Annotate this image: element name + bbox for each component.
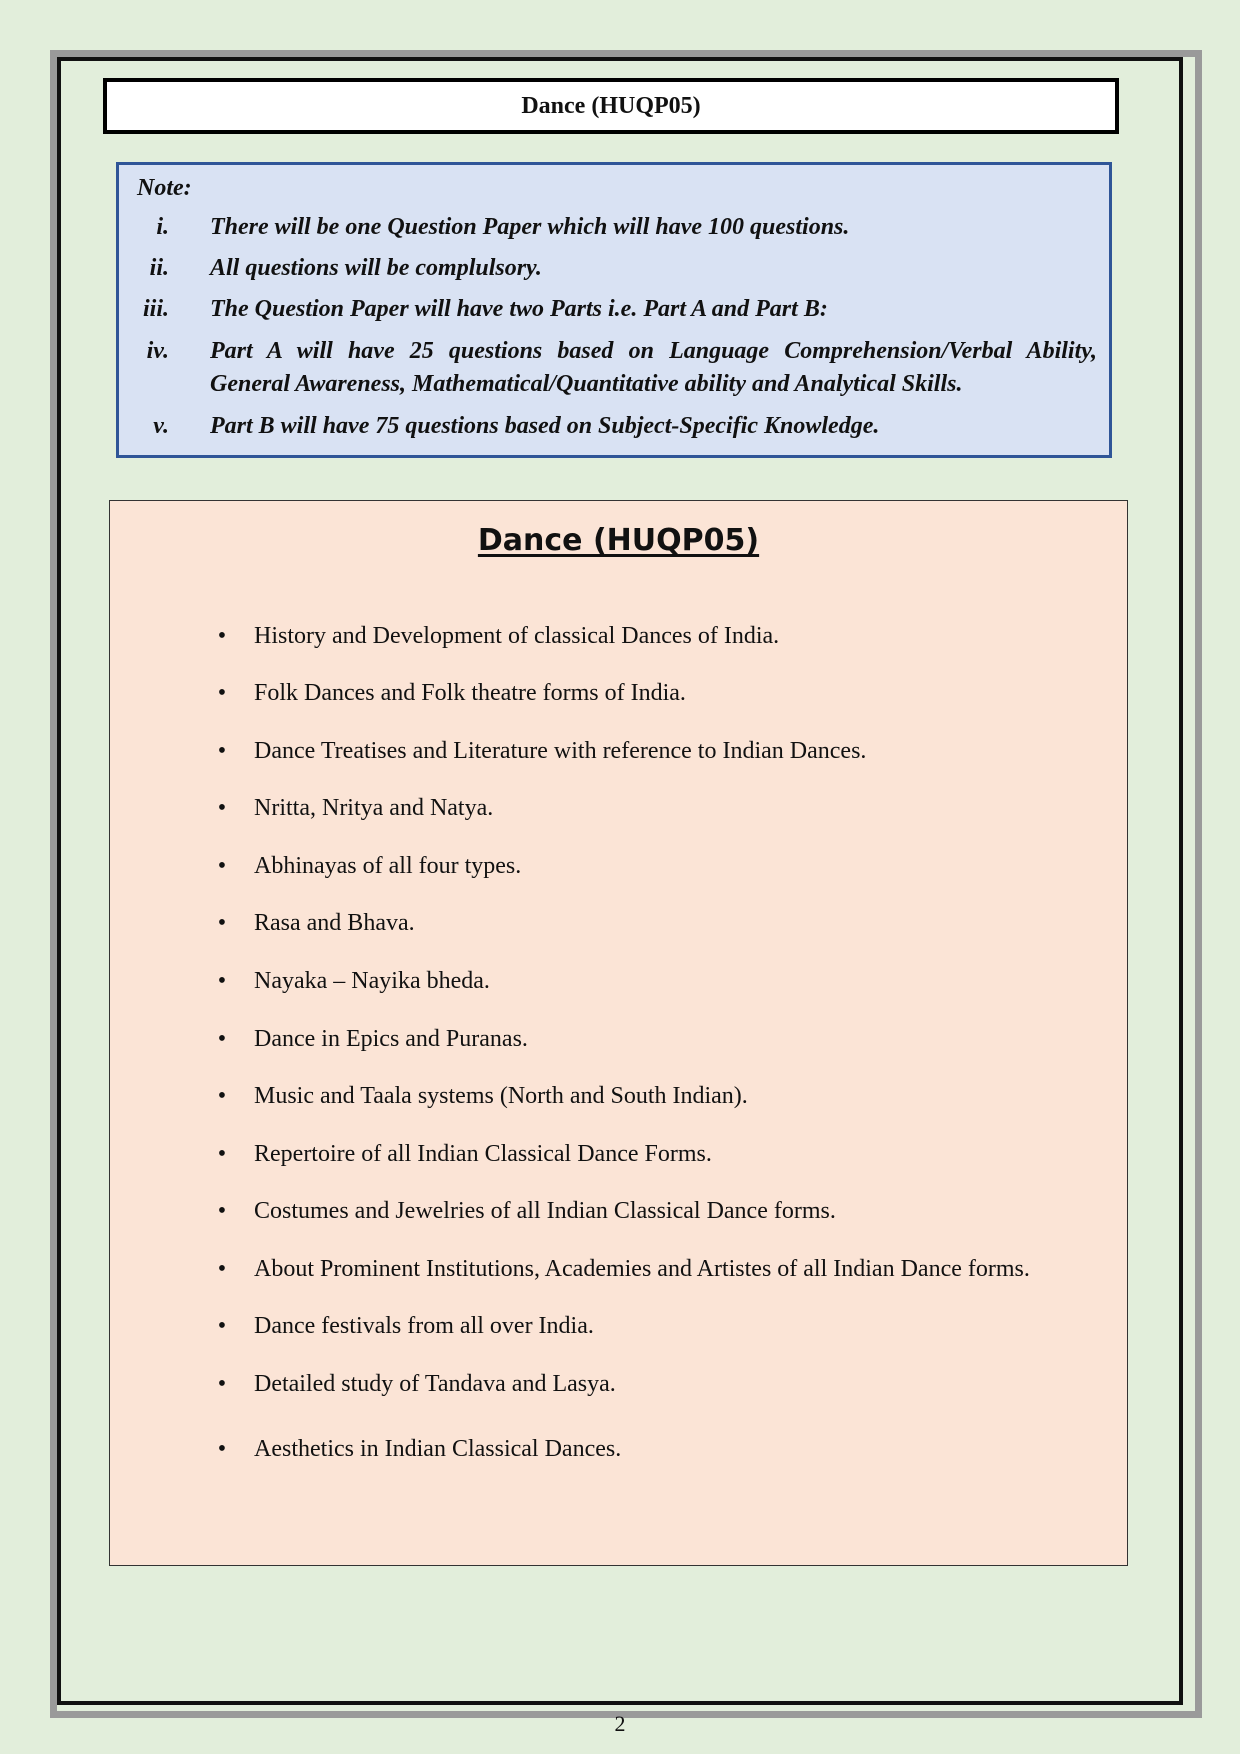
list-item-text: Detailed study of Tandava and Lasya. — [254, 1371, 616, 1397]
bullet-icon: • — [217, 1141, 227, 1167]
bullet-icon: • — [217, 1026, 227, 1052]
list-item-text: Rasa and Bhava. — [254, 910, 415, 936]
bullet-icon: • — [217, 738, 227, 764]
list-item-text: Abhinayas of all four types. — [254, 853, 522, 879]
note-item-number: iv. — [146, 338, 169, 364]
list-item-text: Nayaka – Nayika bheda. — [254, 968, 490, 994]
note-item-text: Part B will have 75 questions based on Subject-Specific Knowledge. — [210, 413, 880, 439]
bullet-icon: • — [217, 1371, 227, 1397]
note-item-text: There will be one Question Paper which will have 100 questions. — [210, 214, 850, 240]
bullet-icon: • — [217, 968, 227, 994]
note-item-number: iii. — [142, 296, 169, 322]
note-item-text: All questions will be complulsory. — [210, 255, 542, 281]
list-item-text: Aesthetics in Indian Classical Dances. — [254, 1436, 622, 1462]
list-item-text: History and Development of classical Dances of India. — [254, 623, 780, 649]
list-item-text: Music and Taala systems (North and South Indian). — [254, 1083, 748, 1109]
bullet-icon: • — [217, 1198, 227, 1224]
bullet-icon: • — [217, 623, 227, 649]
note-item-number: i. — [156, 214, 169, 240]
syllabus-title: Dance (HUQP05) — [477, 523, 760, 558]
note-box — [116, 162, 1112, 458]
list-item-text: Dance festivals from all over India. — [254, 1313, 594, 1339]
header-title-box — [103, 78, 1119, 134]
note-heading: Note: — [137, 175, 192, 201]
bullet-icon: • — [217, 1313, 227, 1339]
note-item-text: General Awareness, Mathematical/Quantitative ability and Analytical Skills. — [210, 371, 963, 397]
list-item-text: Folk Dances and Folk theatre forms of India. — [254, 680, 686, 706]
list-item-text: About Prominent Institutions, Academies and Artistes of all Indian Dance forms. — [254, 1256, 1030, 1282]
list-item-text: Nritta, Nritya and Natya. — [254, 795, 494, 821]
note-item-number: ii. — [149, 255, 169, 281]
bullet-icon: • — [217, 853, 227, 879]
page-number: 2 — [614, 1711, 626, 1736]
bullet-icon: • — [217, 680, 227, 706]
bullet-icon: • — [217, 1436, 227, 1462]
list-item-text: Repertoire of all Indian Classical Dance Forms. — [254, 1141, 712, 1167]
note-item-text: Part A will have 25 questions based on Language Comprehension/Verbal Ability, — [210, 338, 1097, 364]
list-item-text: Costumes and Jewelries of all Indian Classical Dance forms. — [254, 1198, 836, 1224]
header-title: Dance (HUQP05) — [521, 92, 701, 119]
bullet-icon: • — [217, 1256, 227, 1282]
bullet-icon: • — [217, 1083, 227, 1109]
note-item-text: The Question Paper will have two Parts i.e. Part A and Part B: — [210, 296, 828, 322]
syllabus-box — [109, 500, 1128, 1566]
note-item-number: v. — [153, 413, 169, 439]
list-item-text: Dance in Epics and Puranas. — [254, 1026, 528, 1052]
bullet-icon: • — [217, 910, 227, 936]
list-item-text: Dance Treatises and Literature with reference to Indian Dances. — [254, 738, 867, 764]
bullet-icon: • — [217, 795, 227, 821]
